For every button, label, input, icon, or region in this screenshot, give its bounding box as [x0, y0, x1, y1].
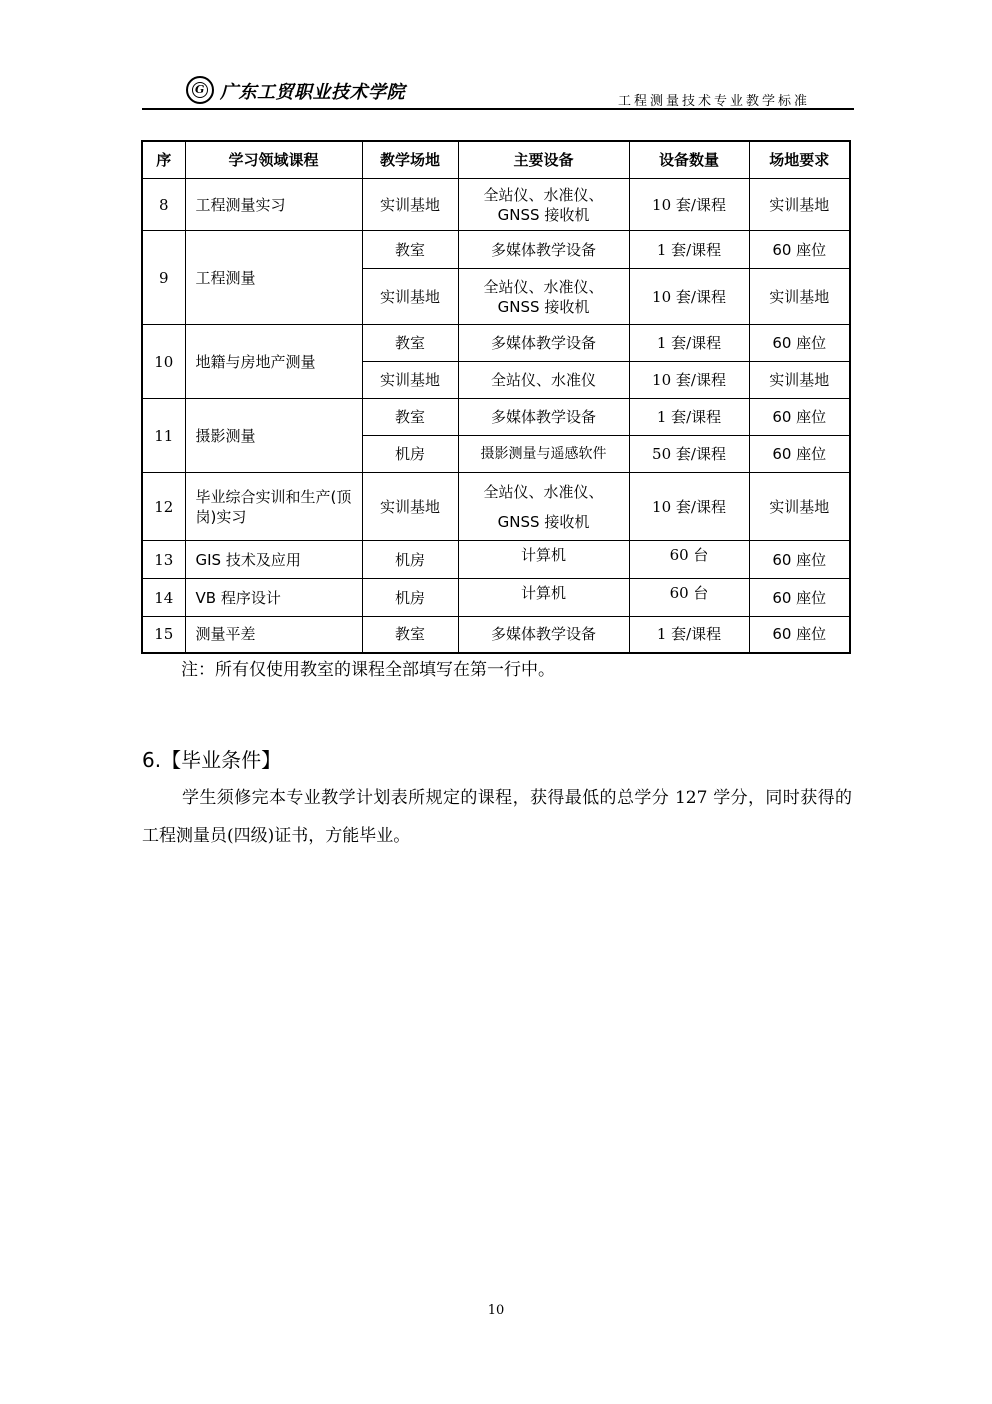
page-number: 10 — [487, 1303, 505, 1318]
table-row — [142, 541, 850, 579]
venue-cell: 实训基地 — [362, 179, 458, 231]
row-number: 12 — [142, 473, 185, 541]
course-name: 测量平差 — [185, 617, 362, 653]
equipment-cell: 摄影测量与遥感软件 — [458, 436, 629, 473]
row-number: 13 — [142, 541, 185, 579]
requirement-cell: 60 座位 — [749, 325, 850, 362]
row-number: 11 — [142, 399, 185, 473]
quantity-cell: 1 套/课程 — [629, 231, 749, 269]
requirement-cell: 60 座位 — [749, 399, 850, 436]
row-number: 15 — [142, 617, 185, 653]
equipment-cell: 全站仪、水准仪、GNSS 接收机 — [458, 179, 629, 231]
equipment-cell: 全站仪、水准仪 — [458, 362, 629, 399]
school-logo-icon: G — [186, 76, 214, 104]
school-name: 广东工贸职业技术学院 — [220, 82, 405, 103]
row-number: 10 — [142, 325, 185, 399]
requirement-cell: 60 座位 — [749, 436, 850, 473]
requirement-cell: 60 座位 — [749, 541, 850, 579]
document-title: 工程测量技术专业教学标准 — [617, 94, 810, 109]
requirement-cell: 实训基地 — [749, 269, 850, 325]
requirement-cell: 60 座位 — [749, 617, 850, 653]
requirement-cell: 实训基地 — [749, 179, 850, 231]
section-heading: 6.【毕业条件】 — [142, 748, 282, 772]
quantity-cell: 1 套/课程 — [629, 617, 749, 653]
venue-cell: 实训基地 — [362, 269, 458, 325]
equipment-cell: 全站仪、水准仪、GNSS 接收机 — [458, 473, 629, 541]
table-row — [142, 399, 850, 436]
table-row — [142, 325, 850, 362]
venue-cell: 机房 — [362, 579, 458, 617]
equipment-cell: 多媒体教学设备 — [458, 617, 629, 653]
table-header-row — [142, 141, 850, 179]
course-name: 摄影测量 — [185, 399, 362, 473]
row-number: 14 — [142, 579, 185, 617]
table-note: 注：所有仅使用教室的课程全部填写在第一行中。 — [181, 660, 555, 680]
quantity-cell: 1 套/课程 — [629, 399, 749, 436]
equipment-cell: 全站仪、水准仪、GNSS 接收机 — [458, 269, 629, 325]
course-name: 工程测量实习 — [185, 179, 362, 231]
requirement-cell: 60 座位 — [749, 579, 850, 617]
table-row — [142, 617, 850, 653]
header-cell: 设备数量 — [629, 141, 749, 179]
header-cell: 学习领域课程 — [185, 141, 362, 179]
equipment-cell: 计算机 — [458, 579, 629, 617]
quantity-cell: 50 套/课程 — [629, 436, 749, 473]
quantity-cell: 60 台 — [629, 579, 749, 617]
venue-cell: 教室 — [362, 231, 458, 269]
quantity-cell: 60 台 — [629, 541, 749, 579]
course-name: GIS 技术及应用 — [185, 541, 362, 579]
header-cell: 教学场地 — [362, 141, 458, 179]
venue-cell: 机房 — [362, 541, 458, 579]
row-number: 9 — [142, 231, 185, 325]
course-name: VB 程序设计 — [185, 579, 362, 617]
requirement-cell: 实训基地 — [749, 473, 850, 541]
requirement-cell: 60 座位 — [749, 231, 850, 269]
header-cell: 主要设备 — [458, 141, 629, 179]
header-cell: 场地要求 — [749, 141, 850, 179]
table-row — [142, 473, 850, 541]
table-row — [142, 231, 850, 269]
header-cell: 序 — [142, 141, 185, 179]
equipment-cell: 计算机 — [458, 541, 629, 579]
equipment-cell: 多媒体教学设备 — [458, 325, 629, 362]
quantity-cell: 10 套/课程 — [629, 179, 749, 231]
equipment-cell: 多媒体教学设备 — [458, 399, 629, 436]
graduation-paragraph: 学生须修完本专业教学计划表所规定的课程，获得最低的总学分 127 学分，同时获得的工程测量员(四级)证书，方能毕业。 — [142, 788, 852, 846]
course-name: 地籍与房地产测量 — [185, 325, 362, 399]
equipment-table — [141, 140, 851, 654]
table-row — [142, 179, 850, 231]
venue-cell: 实训基地 — [362, 362, 458, 399]
venue-cell: 教室 — [362, 399, 458, 436]
table-row — [142, 579, 850, 617]
venue-cell: 机房 — [362, 436, 458, 473]
quantity-cell: 10 套/课程 — [629, 362, 749, 399]
venue-cell: 教室 — [362, 325, 458, 362]
quantity-cell: 1 套/课程 — [629, 325, 749, 362]
course-name: 工程测量 — [185, 231, 362, 325]
equipment-cell: 多媒体教学设备 — [458, 231, 629, 269]
course-name: 毕业综合实训和生产(顶岗)实习 — [185, 473, 362, 541]
row-number: 8 — [142, 179, 185, 231]
requirement-cell: 实训基地 — [749, 362, 850, 399]
quantity-cell: 10 套/课程 — [629, 269, 749, 325]
page-header — [142, 68, 854, 110]
venue-cell: 实训基地 — [362, 473, 458, 541]
venue-cell: 教室 — [362, 617, 458, 653]
quantity-cell: 10 套/课程 — [629, 473, 749, 541]
